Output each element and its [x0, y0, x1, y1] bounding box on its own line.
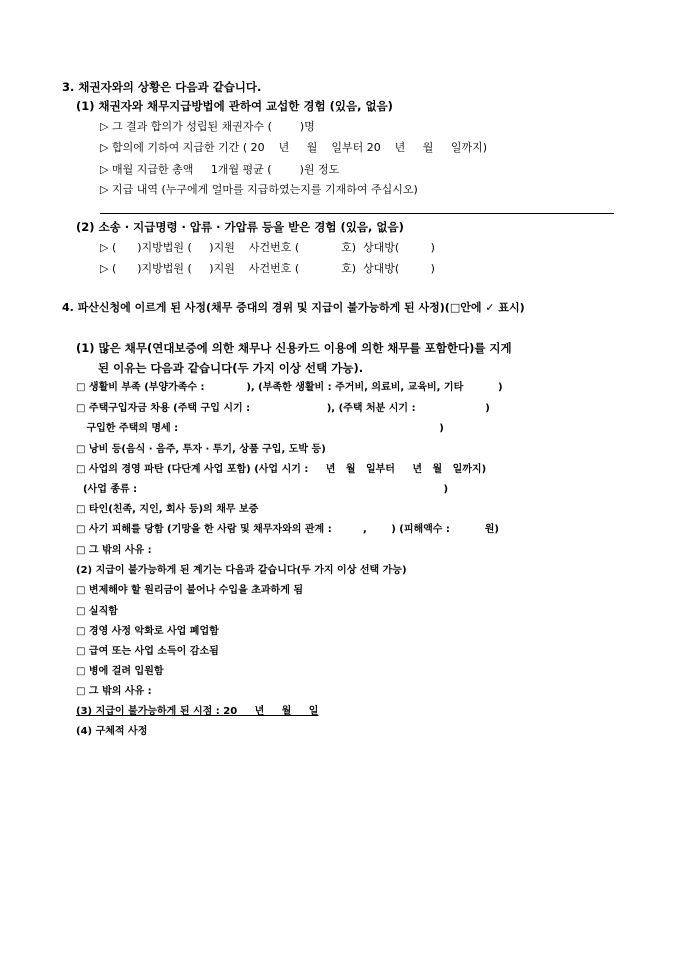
- reason-guarantee: □ 타인(친족, 지인, 회사 등)의 채무 보증: [76, 504, 259, 515]
- creditor-agreement-count-line: ▷ 그 결과 합의가 성립된 채권자수 ( )명: [100, 120, 315, 133]
- section-4-sub2-title: (2) 지급이 불가능하게 된 계기는 다음과 같습니다(두 가지 이상 선택 가능): [76, 565, 407, 576]
- trigger-income-decrease: □ 급여 또는 사업 소득이 감소됨: [76, 646, 219, 657]
- reason-other: □ 그 밖의 사유 :: [76, 545, 152, 556]
- reason-housing-details: 구입한 주택의 명세 : ): [76, 423, 444, 434]
- reason-waste: □ 낭비 등(음식 · 음주, 투자 · 투기, 상품 구입, 도박 등): [76, 444, 326, 455]
- section-4-title: 4. 파산신청에 이르게 된 사정(채무 증대의 경위 및 지급이 불가능하게 된 사정)(□안에 ✓ 표시): [62, 301, 525, 314]
- section-3-sub1-title: (1) 채권자와 채무지급방법에 관하여 교섭한 경험 (있음, 없음): [76, 99, 393, 113]
- section-4-sub4-title: (4) 구체적 사정: [76, 726, 148, 737]
- section-4-intro-line-1: (1) 많은 채무(연대보증에 의한 채무나 신용카드 이용에 의한 채무를 포함한다)를 지게: [76, 341, 512, 355]
- lawsuit-case-line-1: ▷ ( )지방법원 ( )지원 사건번호 ( 호) 상대방( ): [100, 241, 435, 254]
- reason-business-type: (사업 종류 : ): [76, 484, 449, 495]
- reason-fraud: □ 사기 피해를 당함 (기망을 한 사람 및 채무자와의 관계 : , ) (피해액수 : 원): [76, 524, 499, 535]
- section-3-sub2-title: (2) 소송 · 지급명령 · 압류 · 가압류 등을 받은 경험 (있음, 없음): [76, 220, 404, 234]
- trigger-business-closure: □ 경영 사정 악화로 사업 폐업함: [76, 626, 219, 637]
- section-4-sub3-insolvency-date: (3) 지급이 불가능하게 된 시점 : 20 년 월 일: [76, 706, 319, 717]
- payment-details-rule: [100, 213, 614, 214]
- payment-details-line: ▷ 지급 내역 (누구에게 얼마를 지급하였는지를 기재하여 주십시오): [100, 183, 418, 196]
- reason-living-expenses: □ 생활비 부족 (부양가족수 : ), (부족한 생활비 : 주거비, 의료비, 교육비, 기타 ): [76, 382, 503, 393]
- trigger-interest-growth: □ 변제해야 할 원리금이 불어나 수입을 초과하게 됨: [76, 585, 304, 596]
- trigger-unemployment: □ 실직함: [76, 606, 118, 617]
- reason-business-failure: □ 사업의 경영 파탄 (다단계 사업 포함) (사업 시기 : 년 월 일부터 년 월 일까지): [76, 464, 487, 475]
- trigger-other: □ 그 밖의 사유 :: [76, 686, 152, 697]
- monthly-payment-line: ▷ 매월 지급한 총액 1개월 평균 ( )원 정도: [100, 163, 340, 176]
- section-4-intro-line-2: 된 이유는 다음과 같습니다(두 가지 이상 선택 가능).: [98, 361, 364, 375]
- lawsuit-case-line-2: ▷ ( )지방법원 ( )지원 사건번호 ( 호) 상대방( ): [100, 262, 435, 275]
- section-3-title: 3. 채권자와의 상황은 다음과 같습니다.: [62, 80, 262, 94]
- payment-period-line: ▷ 합의에 기하여 지급한 기간 ( 20 년 월 일부터 20 년 월 일까지): [100, 141, 488, 154]
- reason-housing-loan: □ 주택구입자금 차용 (주택 구입 시기 : ), (주택 처분 시기 : ): [76, 403, 490, 414]
- trigger-hospitalization: □ 병에 걸려 입원함: [76, 666, 164, 677]
